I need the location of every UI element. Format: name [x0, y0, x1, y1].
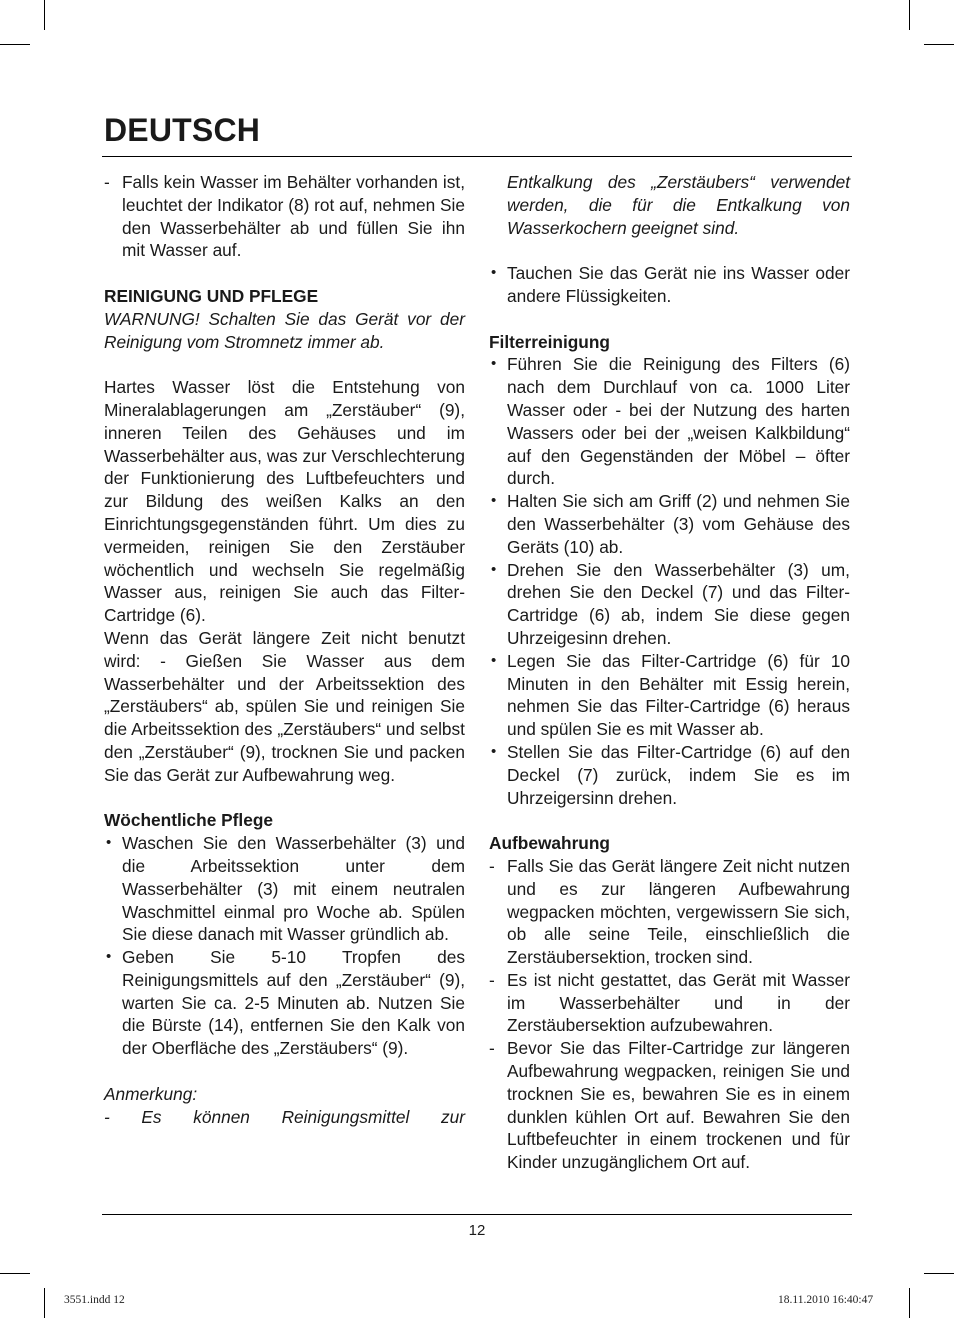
list-item [489, 1037, 850, 1174]
dash-marker: - [489, 855, 495, 876]
bullet-marker: • [491, 355, 497, 373]
dash-marker: - [489, 969, 495, 990]
item-text: Stellen Sie das Filter-Cartridge (6) auf den Deckel (7) zurück, indem Sie es im Uhrzeigersinn drehen. [507, 741, 850, 808]
note-first-line: - Es können Reinigungsmittel zur [104, 1106, 465, 1127]
dash-marker: - [104, 172, 110, 192]
item-text: Falls Sie das Gerät längere Zeit nicht nutzen und es zur längeren Aufbewahrung wegpacken möchten, vergewissern Sie sich, ob alle seine Teile, einschließlich die Zerstäubersektion, trocken sind. [507, 855, 850, 968]
list-item [489, 969, 850, 1037]
crop-mark [924, 1273, 954, 1274]
list-item [489, 741, 850, 809]
crop-mark [44, 1288, 45, 1318]
bullet-marker: • [491, 651, 497, 669]
list-item [104, 832, 465, 946]
item-text: Bevor Sie das Filter-Cartridge zur längeren Aufbewahrung wegpacken, reinigen Sie und trocknen Sie es, bewahren Sie es in einem dunklen kühlen Ort auf. Bewahren Sie den Luftbefeuchter in einem trockenen und für Kinder unzugänglichem Ort auf. [507, 1038, 850, 1173]
list-item [489, 353, 850, 490]
list-item [489, 559, 850, 650]
crop-mark [909, 1288, 910, 1318]
item-text: Drehen Sie den Wasserbehälter (3) um, drehen Sie den Deckel (7) und das Filter-Cartridge (6) ab, indem Sie diese gegen Uhrzeigesinn drehen. [507, 559, 850, 648]
slug-filename: 3551.indd 12 [64, 1294, 125, 1306]
list-item [489, 650, 850, 741]
list-item [489, 490, 850, 558]
paragraph: Hartes Wasser löst die Entstehung von Mineralablagerungen am „Zerstäuber“ (9), inneren Teilen des Gehäuses und im Wasserbehälter aus, was zur Verschlechterung der Funktionierung des Luftbefeuchters und zur Bildung des weißen Kalks an den Einrichtungsgegenständen führt. Um dies zu vermeiden, reinigen Sie den Zerstäuber wöchentlich und wechseln Sie regelmäßig Wasser aus, reinigen Sie auch das Filter-Cartridge (6). [104, 377, 465, 626]
crop-mark [909, 0, 910, 30]
bullet-marker: • [491, 492, 497, 510]
section-heading-cleaning: REINIGUNG UND PFLEGE [104, 285, 319, 306]
crop-mark [44, 0, 45, 30]
page-number: 12 [468, 1222, 486, 1239]
section-heading-storage: Aufbewahrung [489, 833, 610, 854]
item-text: Falls kein Wasser im Behälter vorhanden ist, leuchtet der Indikator (8) rot auf, nehmen Sie den Wasserbehälter ab und füllen Sie ihn mit Wasser auf. [122, 172, 465, 261]
item-text: Führen Sie die Reinigung des Filters (6) nach dem Durchlauf von ca. 1000 Liter Wasser oder - bei der Nutzung des harten Wassers oder bei der „weisen Kalkbildung“ auf den Gegenständen der Möbel – öfter durch. [507, 354, 850, 489]
footer-rule [102, 1214, 852, 1215]
bullet-marker: • [491, 742, 497, 760]
header-rule [102, 156, 852, 157]
warning-text: WARNUNG! Schalten Sie das Gerät vor der Reinigung vom Stromnetz immer ab. [104, 308, 465, 352]
dash-marker: - [489, 1038, 495, 1059]
crop-mark [924, 44, 954, 45]
item-text: Halten Sie sich am Griff (2) und nehmen Sie den Wasserbehälter (3) vom Gehäuse des Geräts (10) ab. [507, 491, 850, 557]
item-text: Es ist nicht gestattet, das Gerät mit Wasser im Wasserbehälter und in der Zerstäubersektion aufzubewahren. [507, 969, 850, 1036]
page-title: DEUTSCH [104, 112, 261, 148]
list-item [104, 171, 465, 262]
paragraph: Wenn das Gerät längere Zeit nicht benutzt wird: - Gießen Sie Wasser aus dem Wasserbehälter und der Arbeitssektion des „Zerstäubers“ ab, spülen Sie und reinigen Sie die Arbeitssektion des „Zerstäubers“ und selbst den „Zerstäuber“ (9), trocknen Sie und packen Sie das Gerät zur Aufbewahrung weg. [104, 627, 465, 785]
item-text: Geben Sie 5-10 Tropfen des Reinigungsmittels auf den „Zerstäuber“ (9), warten Sie ca. 2-5 Minuten ab. Nutzen Sie die Bürste (14), entfernen Sie den Kalk von der Oberfläche des „Zerstäubers“ (9). [122, 947, 465, 1059]
slug-timestamp: 18.11.2010 16:40:47 [778, 1294, 874, 1306]
right-column [489, 171, 850, 1174]
list-item [104, 946, 465, 1060]
item-text: Tauchen Sie das Gerät nie ins Wasser oder andere Flüssigkeiten. [507, 263, 850, 306]
section-heading-filter: Filterreinigung [489, 331, 610, 352]
bullet-marker: • [106, 948, 112, 966]
list-item [489, 262, 850, 308]
left-column [104, 171, 465, 1128]
list-item [489, 855, 850, 969]
crop-mark [0, 44, 30, 45]
section-heading-weekly: Wöchentliche Pflege [104, 810, 273, 831]
item-text: Waschen Sie den Wasserbehälter (3) und die Arbeitssektion unter dem Wasserbehälter (3) mit einem neutralen Waschmittel einmal pro Woche ab. Spülen Sie diese danach mit Wasser gründlich ab. [122, 833, 465, 945]
bullet-marker: • [491, 560, 497, 578]
item-text: Legen Sie das Filter-Cartridge (6) für 10 Minuten in den Behälter mit Essig herein, nehmen Sie das Filter-Cartridge (6) heraus und spülen Sie es mit Wasser ab. [507, 650, 850, 740]
note-heading: Anmerkung: [104, 1083, 198, 1104]
bullet-marker: • [491, 264, 497, 282]
note-continuation: Entkalkung des „Zerstäubers“ verwendet werden, die für die Entkalkung von Wasserkochern geeignet sind. [507, 172, 850, 238]
crop-mark [0, 1273, 30, 1274]
bullet-marker: • [106, 834, 112, 852]
